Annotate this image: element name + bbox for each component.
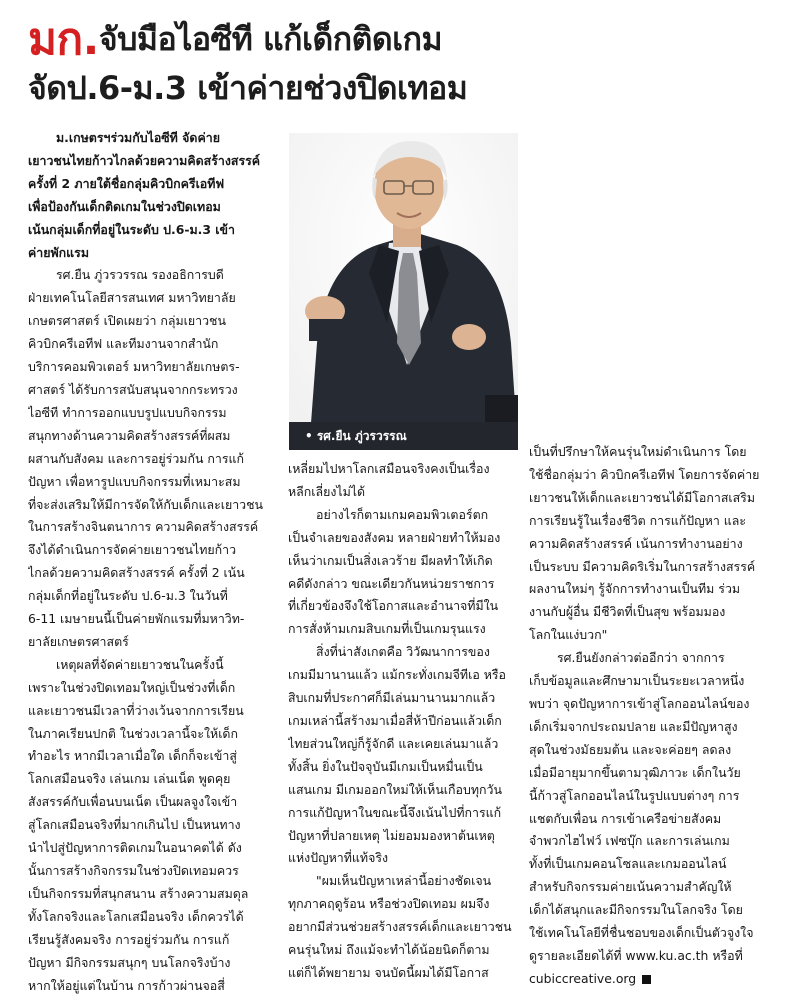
body-text-line: สนุกทางด้านความคิดสร้างสรรค์ที่ผสม xyxy=(28,427,231,443)
body-text-line: นั้นการสร้างกิจกรรมในช่วงปิดเทอมควร xyxy=(28,863,239,878)
body-text-line: ยาลัยเกษตรศาสตร์ xyxy=(28,633,129,649)
body-text-line: ทั้งสิ้น ยิ่งในปัจจุบันมีเกมเป็นหมื่นเป็น xyxy=(288,758,483,774)
body-text-line: โลกเสมือนจริง เล่นเกม เล่นเน็ต พูดคุย xyxy=(28,771,231,787)
body-text-line: หลีกเลี่ยงไม่ได้ xyxy=(288,483,366,499)
body-text-line: การสั่งห้ามเกมสิบเกมที่เป็นเกมรุนแรง xyxy=(288,621,486,637)
body-text-line: ในการสร้างจินตนาการ ความคิดสร้างสรรค์ xyxy=(28,519,259,535)
body-text-line: 6-11 เมษายนนี้เป็นค่ายพักแรมที่มหาวิท- xyxy=(28,611,245,627)
lead-paragraph-line: เพื่อป้องกันเด็กติดเกมในช่วงปิดเทอม xyxy=(28,198,221,214)
body-text-line: ปัญหาที่ปลายเหตุ ไม่ยอมมองหาต้นเหตุ xyxy=(288,827,495,843)
body-text-line: สังสรรค์กับเพื่อนบนเน็ต เป็นผลจูงใจเข้า xyxy=(28,794,238,810)
lead-paragraph-line: เน้นกลุ่มเด็กที่อยู่ในระดับ ป.6-ม.3 เข้า xyxy=(28,221,235,237)
body-text-line: เหลี่ยมไปหาโลกเสมือนจริงคงเป็นเรื่อง xyxy=(288,461,490,476)
body-text-line: สิบเกมที่ประกาศก็มีเล่นมานานมากแล้ว xyxy=(288,690,496,706)
body-text-line: แสนเกม มีเกมออกใหม่ให้เห็นเกือบทุกวัน xyxy=(288,781,502,797)
end-of-article-mark xyxy=(642,975,651,984)
quote-text-line: ใช้ชื่อกลุ่มว่า คิวบิกครีเอทีฟ โดยการจัดค่าย xyxy=(529,466,760,482)
body-text-line: ปัญหา มีกิจกรรมสนุกๆ บนโลกจริงบ้าง xyxy=(28,954,231,970)
body-text-line: ทำอะไร หากมีเวลาเมื่อใด เด็กก็จะเข้าสู่ xyxy=(28,748,237,764)
headline-line-1-text: จับมือไอซีที แก้เด็กติดเกม xyxy=(98,20,443,58)
body-text-line: สุดในช่วงมัธยมต้น และจะค่อยๆ ลดลง xyxy=(529,741,732,757)
quote-text-line: อยากมีส่วนช่วยสร้างสรรค์เด็กและเยาวชน xyxy=(288,919,512,935)
body-text-line: แห่งปัญหาที่แท้จริง xyxy=(288,850,389,866)
body-text-line-last xyxy=(529,968,779,991)
portrait-photo xyxy=(289,133,518,450)
article-column-1 xyxy=(28,127,280,997)
body-text-line: รศ.ยืนยังกล่าวต่ออีกว่า จากการ xyxy=(557,650,725,666)
lead-paragraph-line: ม.เกษตรฯร่วมกับไอซีที จัดค่าย xyxy=(56,130,220,145)
body-text-line: ไอซีที ทำการออกแบบรูปแบบกิจกรรม xyxy=(28,404,227,420)
body-text-line: เรียนรู้สังคมจริง การอยู่ร่วมกัน การแก้ xyxy=(28,931,230,947)
quote-text-line: "ผมเห็นปัญหาเหล่านี้อย่างชัดเจน xyxy=(316,873,492,889)
quote-text-line: ผลงานใหม่ๆ รู้จักการทำงานเป็นทีม ร่วม xyxy=(529,581,741,597)
quote-text-line: แต่ก็ได้พยายาม จนบัดนี้ผมได้มีโอกาส xyxy=(288,964,489,980)
headline-line-2: จัดป.6-ม.3 เข้าค่ายช่วงปิดเทอม xyxy=(28,69,468,107)
body-text-line: เกมเหล่านี้สร้างมาเมื่อสี่ห้าปีก่อนแล้วเด็ก xyxy=(288,712,502,728)
quote-text-line: เยาวชนให้เด็กและเยาวชนได้มีโอกาสเสริม xyxy=(529,489,756,505)
body-text-line: เป็นจำเลยของสังคม หลายฝ่ายทำให้มอง xyxy=(288,529,501,545)
body-text-line: ในภาคเรียนปกติ ในช่วงเวลานี้จะให้เด็ก xyxy=(28,725,238,741)
body-text-line: และเยาวชนมีเวลาที่ว่างเว้นจากการเรียน xyxy=(28,702,244,718)
body-text-line: คิวบิกครีเอทีฟ และทีมงานจากสำนัก xyxy=(28,336,219,352)
lead-paragraph-line: ค่ายพักแรม xyxy=(28,244,89,260)
body-text-line: ที่จะส่งเสริมให้มีการจัดให้กับเด็กและเยาวชน xyxy=(28,496,264,512)
body-text-line: ใช้เทคโนโลยีที่ชื่นชอบของเด็กเป็นตัวจูงใจ xyxy=(529,925,754,941)
body-text-line: เพราะในช่วงปิดเทอมใหญ่เป็นช่วงที่เด็ก xyxy=(28,679,236,695)
body-text-line: การแก้ปัญหาในขณะนี้จึงเน้นไปที่การแก้ xyxy=(288,804,502,820)
quote-text-line: การเรียนรู้ในเรื่องชีวิต การแก้ปัญหา และ xyxy=(529,512,746,528)
body-text-line: นำไปสู่ปัญหาการติดเกมในอนาคตได้ ดัง xyxy=(28,840,242,856)
body-text-line: กลุ่มเด็กที่อยู่ในระดับ ป.6-ม.3 ในวันที่ xyxy=(28,588,228,604)
body-text-line: ปัญหา เพื่อหารูปแบบกิจกรรมที่เหมาะสม xyxy=(28,473,241,489)
body-text-line: เกษตรศาสตร์ เปิดเผยว่า กลุ่มเยาวชน xyxy=(28,313,226,329)
body-text-line: ดูรายละเอียดได้ที่ www.ku.ac.th หรือที่ xyxy=(529,947,743,963)
body-text-line: เกมมีมานานแล้ว แม้กระทั่งเกมจีทีเอ หรือ xyxy=(288,667,506,683)
quote-text-line: เป็นระบบ มีความคิดริเริ่มในการสร้างสรรค์ xyxy=(529,558,756,574)
body-text-line: จำพวกไฮไฟว์ เฟซบุ๊ก และการเล่นเกม xyxy=(529,833,730,849)
body-text-line: สู่โลกเสมือนจริงที่มากเกินไป เป็นหนทาง xyxy=(28,817,241,833)
body-text-line: นี้ก้าวสู่โลกออนไลน์ในรูปแบบต่างๆ การ xyxy=(529,787,740,803)
body-text-line: ที่เกี่ยวข้องจึงใช้โอกาสและอำนาจที่มีใน xyxy=(288,598,499,614)
body-text-line: เหตุผลที่จัดค่ายเยาวชนในครั้งนี้ xyxy=(56,656,224,672)
lead-paragraph-line: ครั้งที่ 2 ภายใต้ชื่อกลุ่มคิวบิกครีเอทีฟ xyxy=(28,175,225,191)
body-text-line: ทั้งโลกจริงและโลกเสมือนจริง เด็กควรได้ xyxy=(28,908,244,924)
body-text-line: เก็บข้อมูลและศึกษามาเป็นระยะเวลาหนึ่ง xyxy=(529,673,745,689)
body-text-line: เมื่อมีอายุมากขึ้นตามวุฒิภาวะ เด็กในวัย xyxy=(529,764,741,780)
article-column-3 xyxy=(529,441,779,991)
body-text-line: เห็นว่าเกมเป็นสิ่งเลวร้าย มีผลทำให้เกิด xyxy=(288,552,493,568)
headline-line-1 xyxy=(28,14,443,65)
quote-text-line: ทุกภาคฤดูร้อน หรือช่วงปิดเทอม ผมจึง xyxy=(288,896,490,912)
body-text-line: ศาสตร์ ได้รับการสนับสนุนจากกระทรวง xyxy=(28,381,238,397)
body-text-line: พบว่า จุดปัญหาการเข้าสู่โลกออนไลน์ของ xyxy=(529,695,750,711)
body-text-line: สิ่งที่น่าสังเกตคือ วิวัฒนาการของ xyxy=(316,644,490,660)
body-text-line: แชตกับเพื่อน การเข้าเครือข่ายสังคม xyxy=(529,810,722,826)
body-text-line: หากให้อยู่แต่ในบ้าน การก้าวผ่านจอสี่ xyxy=(28,977,225,993)
body-text-line: เด็กได้สนุกและมีกิจกรรมในโลกจริง โดย xyxy=(529,902,743,918)
body-text-line: เด็กเริ่มจากประถมปลาย และมีปัญหาสูง xyxy=(529,718,738,734)
quote-text-line: เป็นที่ปรึกษาให้คนรุ่นใหม่ดำเนินการ โดย xyxy=(529,444,747,459)
photo-caption: • รศ.ยืน ภู่วรวรรณ xyxy=(305,429,407,443)
lead-paragraph-line: เยาวชนไทยก้าวไกลด้วยความคิดสร้างสรรค์ xyxy=(28,152,261,168)
body-text-line: จึงได้ดำเนินการจัดค่ายเยาวชนไทยก้าว xyxy=(28,542,237,558)
body-text-line: เป็นกิจกรรมที่สนุกสนาน สร้างความสมดุล xyxy=(28,885,249,901)
website-text: cubiccreative.org xyxy=(529,970,637,986)
quote-text-line: งานกับผู้อื่น มีชีวิตที่เป็นสุข พร้อมมอง xyxy=(529,604,726,620)
body-text-line: สำหรับกิจกรรมค่ายเน้นความสำคัญให้ xyxy=(529,879,732,895)
article-column-2 xyxy=(288,458,520,985)
body-text-line: ฝ่ายเทคโนโลยีสารสนเทศ มหาวิทยาลัย xyxy=(28,290,236,306)
quote-text-line: ความคิดสร้างสรรค์ เน้นการทำงานอย่าง xyxy=(529,535,743,551)
quote-text-line: โลกในแง่บวก" xyxy=(529,627,608,643)
body-text-line: รศ.ยืน ภู่วรวรรณ รองอธิการบดี xyxy=(56,267,224,283)
body-text-line: อย่างไรก็ตามเกมคอมพิวเตอร์ตก xyxy=(316,506,489,522)
body-text-line: คดีดังกล่าว ขณะเดียวกันหน่วยราชการ xyxy=(288,575,495,591)
quote-text-line: คนรุ่นใหม่ ถึงแม้จะทำได้น้อยนิดก็ตาม xyxy=(288,942,490,958)
headline-lead: มก. xyxy=(28,14,99,65)
body-text-line: ไกลด้วยความคิดสร้างสรรค์ ครั้งที่ 2 เน้น xyxy=(28,565,245,581)
body-text-line: ไทยส่วนใหญ่ก็รู้จักดี และเคยเล่นมาแล้ว xyxy=(288,735,499,751)
portrait-illustration xyxy=(289,133,518,450)
body-text-line: ผสานกับสังคม และการอยู่ร่วมกัน การแก้ xyxy=(28,450,244,466)
body-text-line: บริการคอมพิวเตอร์ มหาวิทยาลัยเกษตร- xyxy=(28,359,240,375)
body-text-line: ทั้งที่เป็นเกมคอนโซลและเกมออนไลน์ xyxy=(529,856,727,872)
